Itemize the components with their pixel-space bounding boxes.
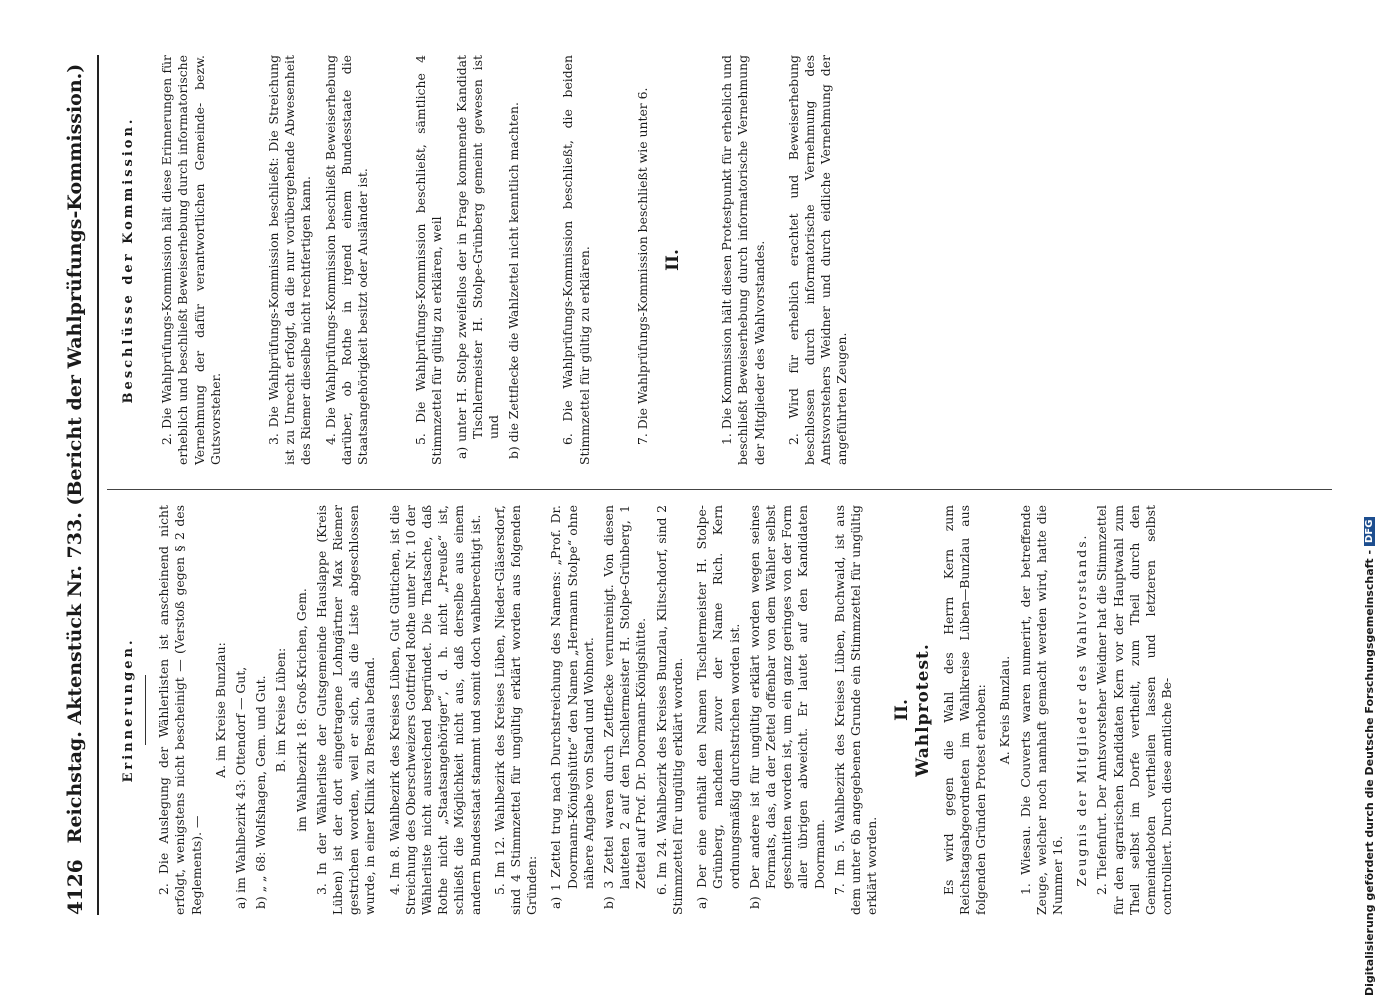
item-b: b) „ „ 68: Wolfshagen, Gem. und Gut. — [253, 675, 269, 909]
item-a: a) im Wahlbezirk 43: Ottendorf — Gut, — [233, 666, 249, 909]
dfg-logo: DFG — [1364, 517, 1375, 546]
right-column — [115, 55, 859, 465]
erinnerungen-heading: Erinnerungen. — [121, 637, 136, 783]
subheading-b-line: im Wahlbezirk 18: Groß-Krichen, Gem. — [293, 588, 309, 832]
erinnerung-6b: b) Der andere ist für ungültig erklärt worden wegen seines Formats, das, da der Zettel offenbar von dem Wähler selbst geschnitten worden ist, um ein ganz geringes von der Form aller übrigen abweicht. Er lautet auf den Kandidaten Doormann. — [746, 505, 827, 909]
erinnerung-5b: b) 3 Zettel waren durch Zettflecke verunreinigt. Von diesen lauteten 2 auf den Tischlermeister H. Stolpe-Grünberg, 1 Zettel auf Prof. Dr. Doormann-Königshütte. — [601, 505, 649, 909]
beschluss-5a: a) unter H. Stolpe zweifellos der in Frage kommende Kandidat Tischlermeister H. Stolpe-Grünberg gemeint gewesen ist und — [453, 55, 502, 459]
protest-point-1: 1. Wiesau. Die Couverts waren numerirt, der betreffende Zeuge, welcher noch namhaft gemacht werden wird, hatte die Nummer 16. — [1017, 505, 1065, 915]
protest-point-2: 2. Tiefenfurt. Der Amtsvorsteher Weidner hat die Stimmzettel für den agrarischen Kandidaten Kern vor der Hauptwahl zum Theil selbst im Dorfe vertheilt, zum Theil durch den Gemeindeboten vertheilen lassen und letzteren selbst controlliert. Durch diese amtliche Be- — [1094, 505, 1175, 915]
rotated-page — [45, 0, 1345, 995]
subheading-a: A. im Kreise Bunzlau: — [212, 642, 228, 778]
beschluss-2: 2. Die Wahlprüfungs-Kommission hält diese Erinnerungen für erheblich und beschließt Beweiserhebung durch informatorische Vernehmung der dafür verantwortlichen Gemeinde- bezw. Gutsvorsteher. — [159, 55, 223, 465]
beschluss-5: 5. Die Wahlprüfungs-Kommission beschließt, sämtliche 4 Stimmzettel für gültig zu erklären, weil — [413, 55, 445, 465]
erinnerung-7: 7. Im 5. Wahlbezirk des Kreises Lüben, Buchwald, ist aus dem unter 6b angegebenen Grunde ein Stimmzettel für ungültig erklärt worden. — [831, 505, 880, 915]
beschluss-5b: b) die Zettflecke die Wahlzettel nicht kenntlich machten. — [506, 102, 522, 459]
header-rule — [97, 55, 99, 915]
erinnerung-5a: a) 1 Zettel trug nach Durchstreichung des Namens: „Prof. Dr. Doormann-Königshütte“ den Namen „Hermann Stolpe“ ohne nähere Angabe von Stand und Wohnort. — [548, 505, 596, 909]
beschluss-3: 3. Die Wahlprüfungs-Kommission beschließt: Die Streichung ist zu Unrecht erfolgt, da die nur vorübergehende Abwesenheit des Riemer dieselbe nicht rechtfertigen kann. — [266, 55, 314, 465]
section-rule — [145, 675, 146, 745]
beschluss-protest-1: 1. Die Kommission hält diesen Protestpunkt für erheblich und beschließt Beweiserhebung durch informatorische Vernehmung der Mitglieder des Wahlvorstandes. — [719, 55, 767, 465]
page-content — [45, 0, 1345, 995]
digitization-text: Digitalisierung gefördert durch die Deutsche Forschungsgemeinschaft - — [1362, 549, 1376, 996]
section-roman-two: II. — [892, 699, 913, 721]
erinnerung-5: 5. Im 12. Wahlbezirk des Kreises Lüben, Nieder-Gläsersdorf, sind 4 Stimmzettel für ungültig erklärt worden aus folgenden Gründen: — [491, 505, 540, 915]
subheading-b: B. im Kreise Lüben: — [273, 647, 289, 773]
right-roman-two: II. — [663, 249, 684, 271]
left-column — [115, 505, 1183, 915]
beschluss-4: 4. Die Wahlprüfungs-Kommission beschließt Beweiserhebung darüber, ob Rothe in irgend einem Bundesstaate die Staatsangehörigkeit besitzt oder Ausländer ist. — [322, 55, 371, 465]
erinnerung-4: 4. Im 8. Wahlbezirk des Kreises Lüben, Gut Güttichen, ist die Streichung des Oberschweizers Gottfried Rothe unter Nr. 10 der Wählerliste nicht ausreichend begründet. Die Thatsache, daß Rothe nicht „Staatsangehöriger“, d. h. nicht „Preuße“ ist, schließt die Möglichkeit nicht aus, daß derselbe aus einem andern Bundesstaat stammt und somit doch wahlberechtigt ist. — [386, 505, 483, 915]
beschluss-6: 6. Die Wahlprüfungs-Kommission beschließt, die beiden Stimmzettel für gültig zu erklären. — [560, 55, 592, 465]
erinnerung-2: 2. Die Auslegung der Wählerlisten ist anscheinend nicht erfolgt, wenigstens nicht bescheinigt — (Verstoß gegen § 2 des Reglements). — — [156, 505, 204, 915]
wahlprotest-heading: Wahlprotest. — [912, 643, 933, 777]
erinnerung-6a: a) Der eine enthält den Namen Tischlermeister H. Stolpe-Grünberg, nachdem zuvor der Name Rich. Kern ordnungsmäßig durchstrichen worden ist. — [694, 505, 742, 909]
erinnerung-3: 3. In der Wählerliste der Gutsgemeinde Hauslappe (Kreis Lüben) ist der dort eingetragene Lohngärtner Max Riemer gestrichen worden, weil er sich, als die Liste abgeschlossen wurde, in einer Klinik zu Breslau befand. — [313, 505, 378, 915]
beschluss-7: 7. Die Wahlprüfungs-Kommission beschließt wie unter 6. — [634, 87, 650, 445]
page-title: Reichstag. Aktenstück Nr. 733. (Bericht der Wahlprüfungs-Kommission.) — [64, 63, 86, 844]
page-header — [55, 55, 95, 915]
protest-intro: Es wird gegen die Wahl des Herrn Kern zum Reichstagsabgeordneten im Wahlkreise Lüben—Bunzlau aus folgenden Gründen Protest erhoben: — [940, 505, 989, 915]
digitization-note — [1358, 4, 1380, 996]
protest-subheading-a: A. Kreis Bunzlau. — [997, 655, 1013, 765]
beschluss-protest-2: 2. Wird für erheblich erachtet und Beweiserhebung beschlossen durch informatorische Vernehmung des Amtsvorstehers Weidner und durch eidliche Vernehmung der angeführten Zeugen. — [785, 55, 850, 465]
page-number: 4126 — [63, 859, 87, 915]
protest-zeugnis: Zeugnis der Mitglieder des Wahlvorstands. — [1074, 533, 1090, 887]
beschluesse-heading: Beschlüsse der Kommission. — [121, 116, 136, 404]
erinnerung-6: 6. Im 24. Wahlbezirk des Kreises Bunzlau, Klitschdorf, sind 2 Stimmzettel für ungültig erklärt worden. — [653, 505, 685, 915]
column-divider — [107, 489, 1332, 490]
